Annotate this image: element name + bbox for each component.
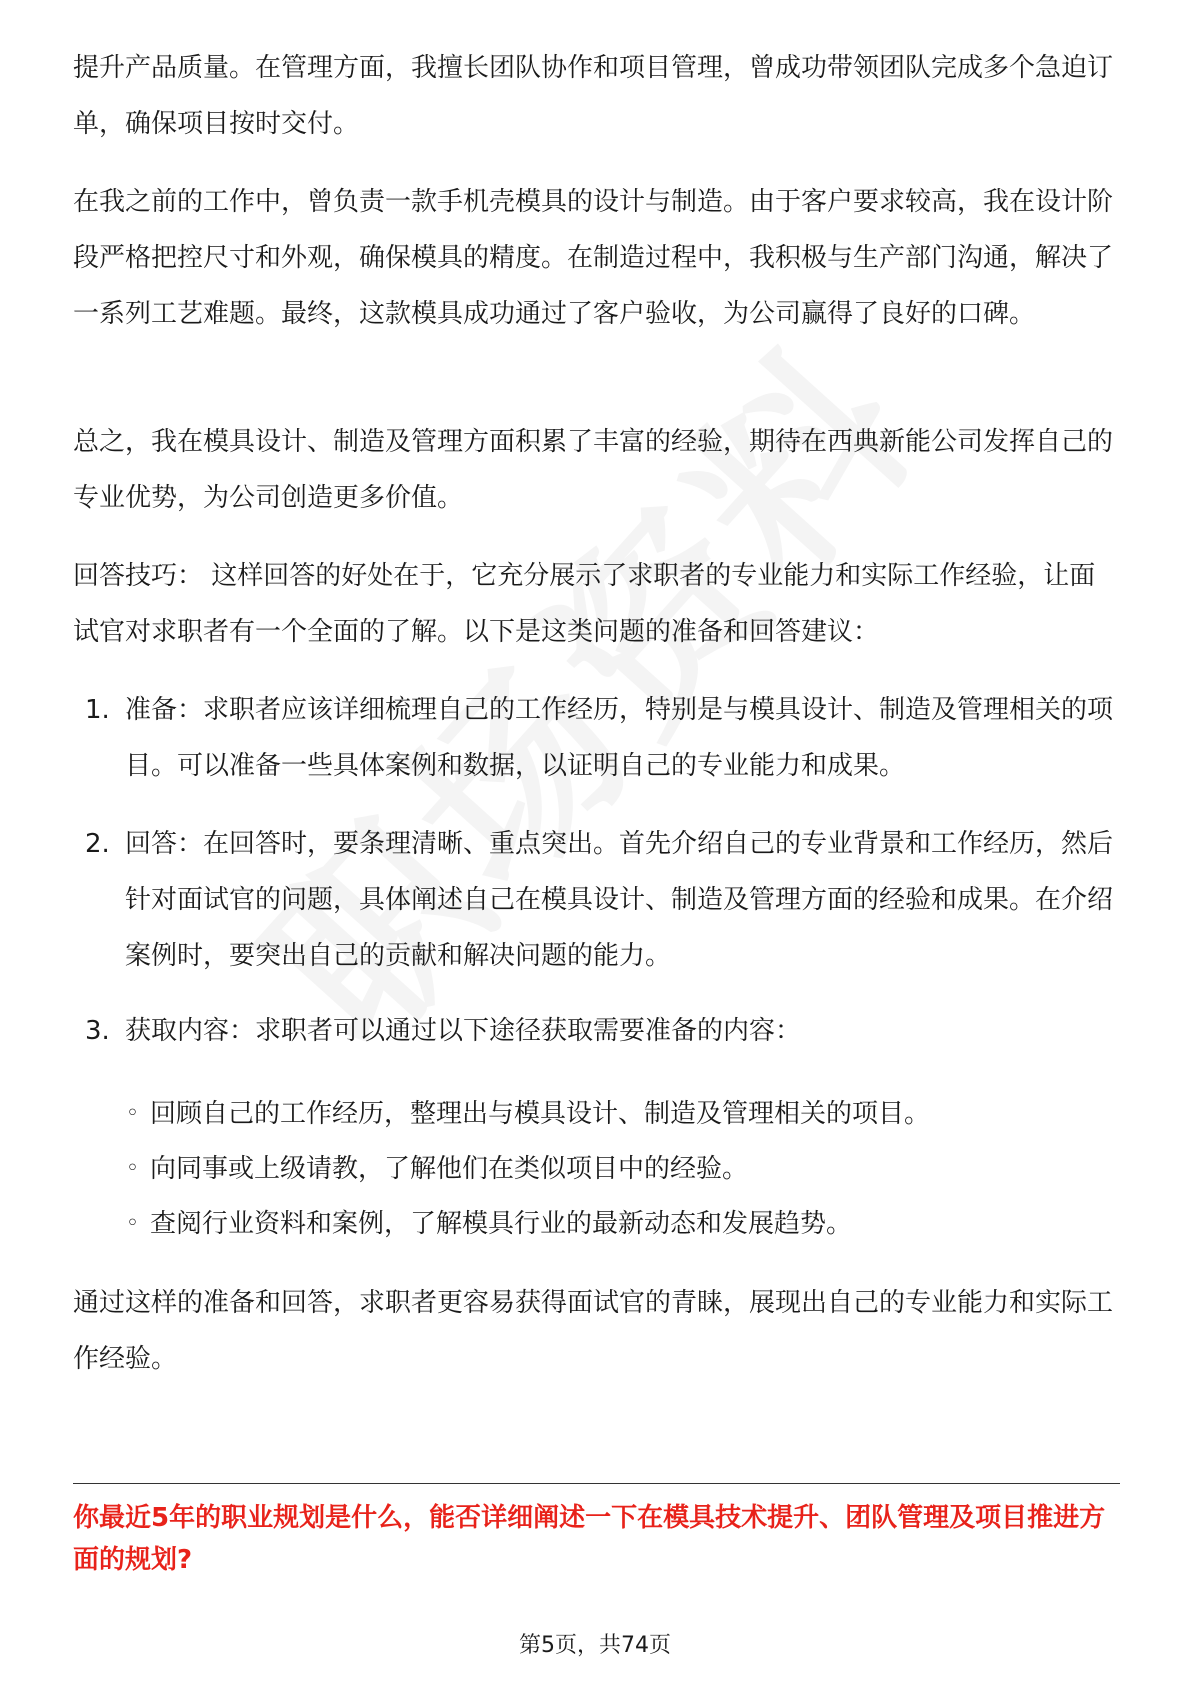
bullet-icon: ◦ bbox=[126, 1101, 139, 1126]
paragraph-case: 在我之前的工作中，曾负责一款手机壳模具的设计与制造。由于客户要求较高，我在设计阶段严格把控尺寸和外观，确保模具的精度。在制造过程中，我积极与生产部门沟通，解决了一系列工艺难题。最终，这款模具成功通过了客户验收，为公司赢得了良好的口碑。 bbox=[73, 187, 1114, 329]
list-item bbox=[85, 682, 1120, 794]
bullet-text: 查阅行业资料和案例，了解模具行业的最新动态和发展趋势。 bbox=[150, 1209, 853, 1239]
paragraph-closing: 通过这样的准备和回答，求职者更容易获得面试官的青睐，展现出自己的专业能力和实际工作经验。 bbox=[73, 1288, 1114, 1374]
list-number: 1. bbox=[85, 695, 110, 725]
list-item bbox=[85, 816, 1120, 984]
next-question-heading: 你最近5年的职业规划是什么，能否详细阐述一下在模具技术提升、团队管理及项目推进方面的规划? bbox=[73, 1503, 1106, 1575]
list-item bbox=[85, 1003, 1120, 1059]
bullet-icon: ◦ bbox=[126, 1211, 139, 1236]
list-text: 回答：在回答时，要条理清晰、重点突出。首先介绍自己的专业背景和工作经历，然后针对面试官的问题，具体阐述自己在模具设计、制造及管理方面的经验和成果。在介绍案例时，要突出自己的贡献和解决问题的能力。 bbox=[125, 829, 1114, 971]
bullet-item bbox=[126, 1086, 1100, 1142]
list-number: 3. bbox=[85, 1016, 110, 1046]
bullet-text: 向同事或上级请教，了解他们在类似项目中的经验。 bbox=[150, 1154, 749, 1184]
paragraph-tips: 回答技巧： 这样回答的好处在于，它充分展示了求职者的专业能力和实际工作经验，让面试官对求职者有一个全面的了解。以下是这类问题的准备和回答建议： bbox=[73, 561, 1096, 647]
bullet-text: 回顾自己的工作经历，整理出与模具设计、制造及管理相关的项目。 bbox=[150, 1099, 931, 1129]
section-divider bbox=[73, 1483, 1120, 1484]
bullet-icon: ◦ bbox=[126, 1156, 139, 1181]
list-text: 获取内容：求职者可以通过以下途径获取需要准备的内容： bbox=[125, 1016, 802, 1046]
bullet-item bbox=[126, 1196, 1100, 1252]
page-footer: 第5页，共74页 bbox=[519, 1633, 671, 1658]
paragraph-summary: 总之，我在模具设计、制造及管理方面积累了丰富的经验，期待在西典新能公司发挥自己的专业优势，为公司创造更多价值。 bbox=[73, 427, 1114, 513]
list-text: 准备：求职者应该详细梳理自己的工作经历，特别是与模具设计、制造及管理相关的项目。可以准备一些具体案例和数据，以证明自己的专业能力和成果。 bbox=[125, 695, 1114, 781]
list-number: 2. bbox=[85, 829, 110, 859]
bullet-item bbox=[126, 1141, 1100, 1197]
paragraph-management: 提升产品质量。在管理方面，我擅长团队协作和项目管理，曾成功带领团队完成多个急迫订单，确保项目按时交付。 bbox=[73, 53, 1114, 139]
